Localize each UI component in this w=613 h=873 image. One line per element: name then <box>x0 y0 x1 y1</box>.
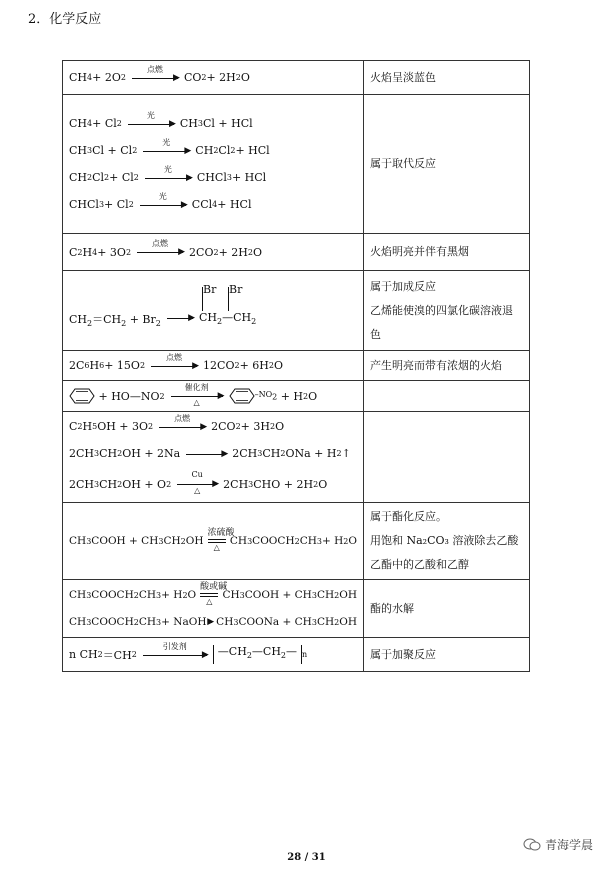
reaction-arrow: 引发剂 ▶ <box>143 649 207 661</box>
table-row <box>63 638 530 672</box>
polymer-bracket: $—CH_2—CH_2—$ <box>213 645 302 663</box>
equation-cell: + HO—NO 2 催化剂 ▶ △ $-NO_2$ + H 2 O <box>63 381 364 412</box>
reversible-arrow: 酸或碱 △ <box>200 582 228 606</box>
equation-cell: CH 3 COOH + CH 3 CH 2 OH 浓硫酸 △ CH 3 COOCH 2 CH 3 + H 2 O <box>63 503 364 580</box>
note-cell <box>364 412 530 503</box>
reaction-arrow: 光 ▶ <box>128 118 174 130</box>
equation-cell: C 2 H 5 OH + 3O 2 点燃 ▶ 2CO 2 + 3H 2 O 2CH 3 CH 2 OH + 2Na ▶ 2CH 3 CH 2 ONa + H 2 ↑ 2CH 3 CH 2 OH + O 2 Cu ▶ △ 2CH 3 CHO + 2H 2 O <box>63 412 364 503</box>
table-row <box>63 503 530 580</box>
note-cell: 属于取代反应 <box>364 95 530 234</box>
table-row <box>63 271 530 351</box>
note-cell: 属于加成反应 乙烯能使溴的四氯化碳溶液退 色 <box>364 271 530 351</box>
reaction-arrow: 光 ▶ <box>145 172 191 184</box>
table-row <box>63 412 530 503</box>
section-heading: 2．化学反应 <box>28 12 102 27</box>
note-cell: 属于加聚反应 <box>364 638 530 672</box>
equation-cell: CH 4 + 2O 2 点燃 ▶ CO 2 + 2H 2 O <box>63 61 364 95</box>
equation-cell: $CH_2=CH_2 + Br_2$ ▶ Br Br $CH_2—CH_2$ <box>63 271 364 351</box>
reaction-arrow: 点燃 ▶ <box>151 360 197 372</box>
wechat-icon <box>523 838 541 852</box>
note-cell: 酯的水解 <box>364 580 530 638</box>
equation-cell: 2C 6 H 6 + 15O 2 点燃 ▶ 12CO 2 + 6H 2 O <box>63 351 364 381</box>
table-row <box>63 61 530 95</box>
note-cell: 属于酯化反应。 用饱和 Na₂CO₃ 溶液除去乙酸 乙酯中的乙酸和乙醇 <box>364 503 530 580</box>
reaction-arrow: 点燃 ▶ <box>132 72 178 84</box>
reaction-arrow: ▶ <box>186 448 226 460</box>
equation-cell: CH 4 + Cl 2 光 ▶ CH 3 Cl + HCl CH 3 Cl + Cl 2 光 ▶ CH 2 Cl 2 + HCl CH 2 Cl 2 + Cl 2 光 ▶ CHCl 3 + HCl CHCl 3 + Cl 2 光 ▶ CCl 4 + HCl <box>63 95 364 234</box>
table-row <box>63 95 530 234</box>
benzene-ring-icon <box>69 388 95 404</box>
reaction-arrow: ▶ <box>167 312 193 324</box>
reaction-arrow: ▶ <box>207 617 215 627</box>
note-cell: 火焰明亮并伴有黑烟 <box>364 234 530 271</box>
nitrobenzene-ring-icon <box>229 388 255 404</box>
reaction-arrow: 催化剂 ▶ △ <box>171 390 223 402</box>
note-cell: 产生明亮而带有浓烟的火焰 <box>364 351 530 381</box>
reaction-arrow: Cu ▶ △ <box>177 478 217 490</box>
equation-cell: C 2 H 4 + 3O 2 点燃 ▶ 2CO 2 + 2H 2 O <box>63 234 364 271</box>
brand-watermark: 青海学晨 <box>523 836 593 853</box>
reaction-arrow: 点燃 ▶ <box>137 246 183 258</box>
reaction-arrow: 光 ▶ <box>143 145 189 157</box>
note-cell: 火焰呈淡蓝色 <box>364 61 530 95</box>
note-cell <box>364 381 530 412</box>
equation-cell: n CH 2 ＝CH 2 引发剂 ▶ $—CH_2—CH_2—$ n <box>63 638 364 672</box>
reaction-arrow: 点燃 ▶ <box>159 421 205 433</box>
table-row <box>63 381 530 412</box>
equation-cell: CH 3 COOCH 2 CH 3 + H 2 O 酸或碱 △ CH 3 COOH + CH 3 CH 2 OH CH 3 COOCH 2 CH 3 + NaOH ▶ CH 3 COONa + CH 3 CH 2 OH <box>63 580 364 638</box>
table-row <box>63 580 530 638</box>
page-number: 28 / 31 <box>287 852 326 863</box>
reaction-table <box>62 60 530 672</box>
table-row <box>63 351 530 381</box>
reaction-arrow: 光 ▶ <box>140 199 186 211</box>
reversible-arrow: 浓硫酸 △ <box>207 528 235 552</box>
table-row <box>63 234 530 271</box>
